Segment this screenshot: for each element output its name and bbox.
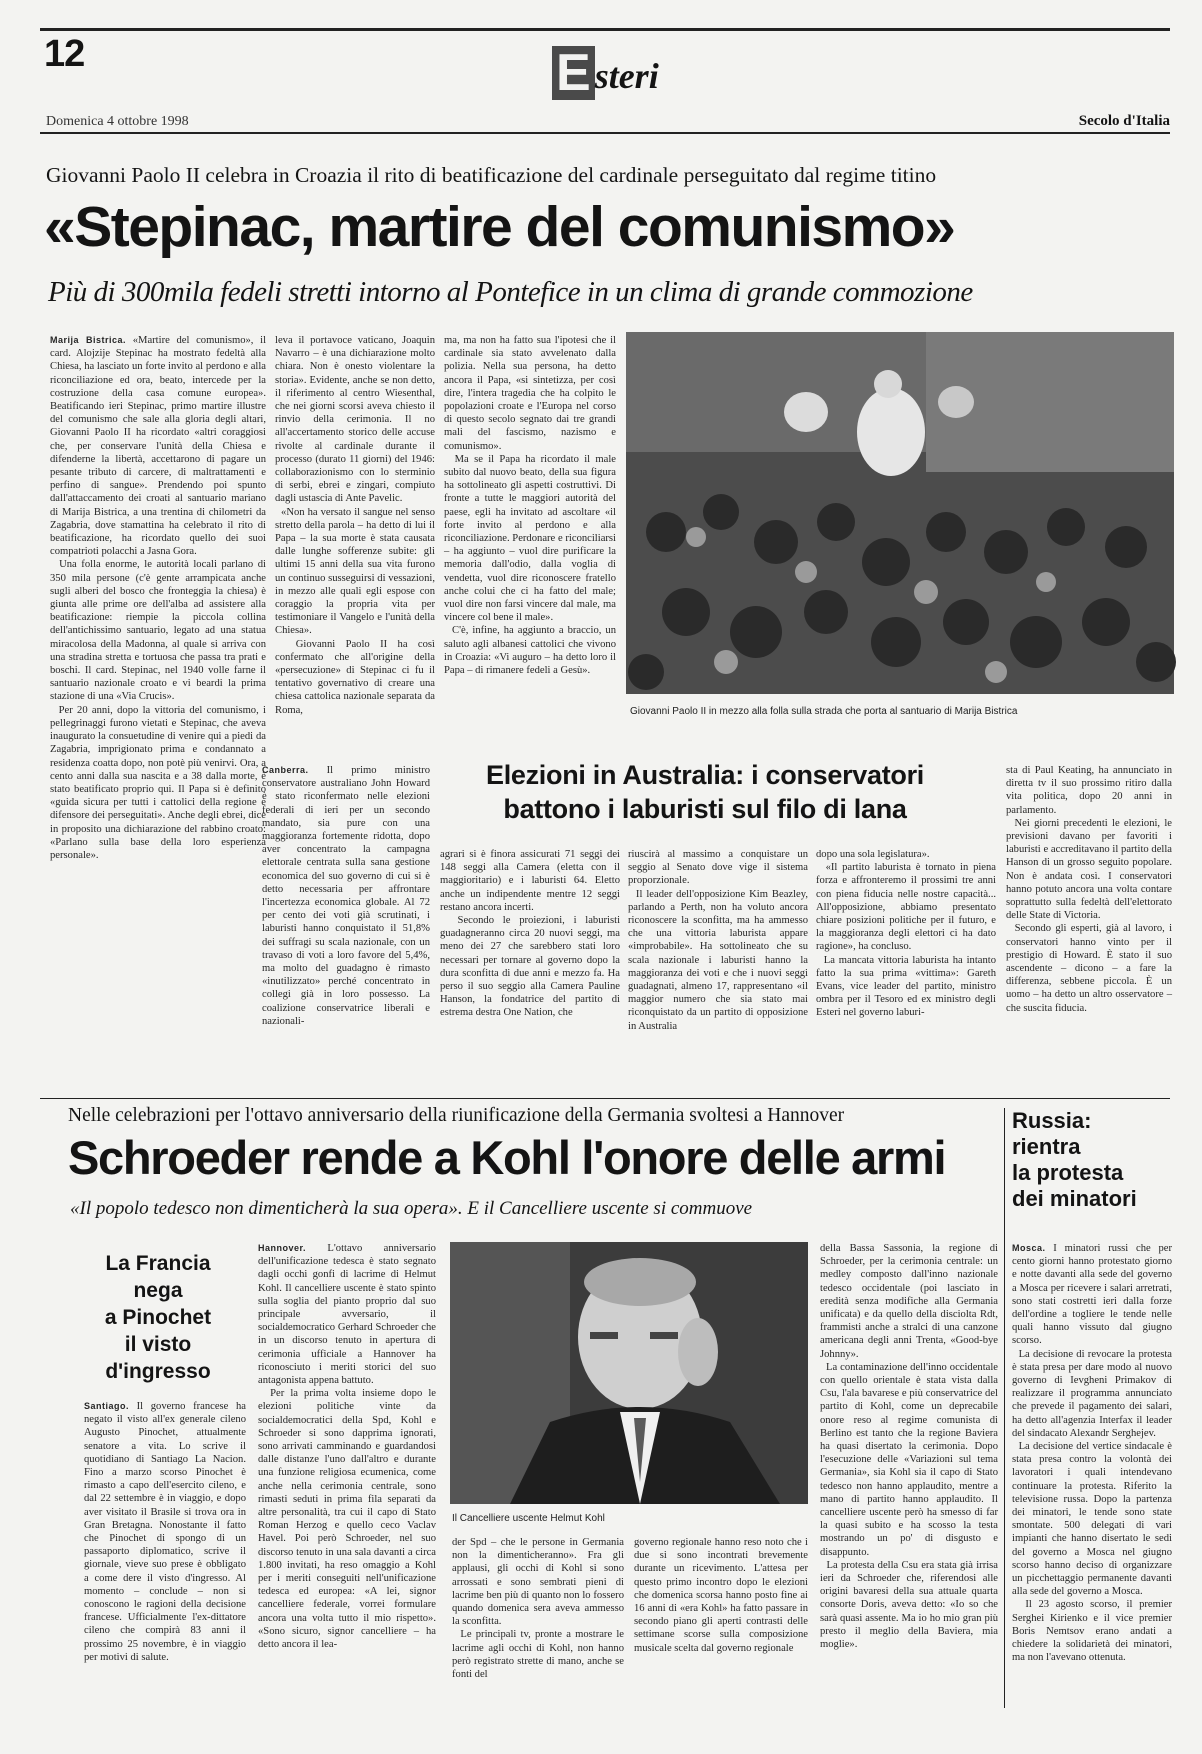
- stepinac-col3b-text: Ma se il Papa ha ricordato il male subito dal nuovo beato, della sua figura ha sottolineato gli aspetti costruttivi. Di fronte a tutte le maggiori autorità del paese, egli ha invitato ad ascoltare «il forte invito al perdono e alla riconciliazione. Perdonare e riconciliarsi – ha aggiunto – vuol dire purificare la memoria dall'odio, dalla voglia di vendetta, vuol dire riconoscere fratello anche colui che ci ha fatto del male; vuol dire non farsi vincere dal male, ma vincere col bene il male».: [444, 453, 616, 624]
- australia-col1-text: Il primo ministro conservatore australiano John Howard è stato riconfermato nelle elezioni federali di ieri per un secondo mandato, sia pure con una maggioranza fortemente ridotta, dopo aver concentrato la campagna elettorale centrata sulla sana gestione economica del suo governo di cui si è detto necessaria per affrontare l'incertezza economica globale. Al 72 per cento dei voti già scrutinati, i laburisti hanno conquistato il 51,8% dei suffragi su scala nazionale, con un travaso di voti a loro favore del 5,4%, ma molto del guadagno è rimasto «inutilizzato» perché concentrato in collegi già in loro possesso. La coalizione conservatrice liberali e nazionali-: [262, 765, 430, 1027]
- schroeder-col-4: [820, 1242, 998, 1708]
- francia-headline-line3: a Pinochet: [104, 1306, 212, 1329]
- schroeder-col2-text: der Spd – che le persone in Germania non la dimenticheranno». Fra gli applausi, gli occhi di Kohl si sono arrossati e sono sembrati pieni di lacrime ben più di quanto non lo fossero quando domenica sera aveva ammesso la sconfitta.: [452, 1537, 624, 1628]
- russia-headline-line3: la protesta: [1012, 1160, 1124, 1185]
- australia-col3-text: riuscirà al massimo a conquistare un seggio al Senato dove vige il sistema proporzionale.: [628, 849, 808, 887]
- issue-date: Domenica 4 ottobre 1998: [46, 114, 189, 129]
- russia-col1c-text: La decisione del vertice sindacale è stata presa contro la volontà dei lavoratori i quali intendevano continuare la protesta. Riferito la televisione russa. Dopo la partenza dei minatori, le tende sono state smontate. 500 delegati di vari impianti che hanno disertato le sedi del governo a Mosca nel giugno scorso hanno deciso di organizzare un picchettaggio permanente davanti alla sede del governo a Mosca.: [1012, 1441, 1173, 1598]
- schroeder-col4c-text: La protesta della Csu era stata già irrisa ieri da Schroeder che, riferendosi alle origini bavaresi della sua attuale quarta consorte Doris, aveva detto: «Io so che sarà quasi assente. Ma io ho mio gran più presto il meglio della Baviera, mia moglie».: [820, 1559, 999, 1651]
- section-title: [552, 46, 659, 104]
- page-number: 12: [44, 33, 85, 75]
- australia-col4c-text: La mancata vittoria laburista ha intanto fatto la sua prima «vittima»: Gareth Evans, vice leader del partito, ministro ombra per il Tesoro ed ex ministro degli Esteri nel governo laburi-: [816, 954, 997, 1019]
- paper-name: Secolo d'Italia: [1078, 113, 1170, 129]
- section-initial: E: [552, 46, 595, 100]
- stepinac-kicker: Giovanni Paolo II celebra in Croazia il rito di beatificazione del cardinale perseguitato dal regime titino: [46, 163, 937, 187]
- schroeder-col-3: [634, 1536, 808, 1708]
- schroeder-headline: Schroeder rende a Kohl l'onore delle armi: [68, 1131, 946, 1184]
- francia-col1-text: Il governo francese ha negato il visto all'ex generale cileno Augusto Pinochet, attualmente senatore a vita. Lo scrive il quotidiano di Santiago La Nacion. Fino a marzo scorso Pinochet è rimasto a capo dell'esercito cileno, e dal 22 settembre è in viaggio, e dopo aver visitato il Brasile si trova ora in Gran Bretagna. Nonostante il fatto che Pinochet di spongo di un passaporto diplomatico, scrive il giornale, vieve suo prese è obbligato a come dere il visto d'ingresso. Al momento – conclude – non si conoscono le ragioni della decisione francese. Ufficialmente l'ex-dittatore cileno che compirà 83 anni il prossimo 25 novembre, è in viaggio per motivi di salute.: [84, 1401, 246, 1663]
- australia-headline-line1: Elezioni in Australia: i conservatori: [485, 760, 924, 790]
- australia-col-1: [262, 764, 430, 1070]
- russia-divider: [1004, 1108, 1005, 1708]
- schroeder-col2b-text: Le principali tv, pronte a mostrare le lacrime agli occhi di Kohl, non hanno però registrato strette di mano, anche se fonti del: [452, 1629, 624, 1681]
- schroeder-col4-text: della Bassa Sassonia, la regione di Schroeder, per la cerimonia centrale: un medley composto dall'inno nazionale tedesco occidentale (poi lasciato in eredità senza modifiche alla Germania unificata) e da quello della disciolta Rdt, frammisti anche a stralci di una canzone americana degli anni Trenta, «Good-bye Johnny».: [820, 1243, 998, 1360]
- francia-col-1: [84, 1400, 246, 1700]
- australia-col4-text: dopo una sola legislatura».: [816, 849, 930, 860]
- section-rest: steri: [594, 56, 659, 96]
- australia-col5b-text: Nei giorni precedenti le elezioni, le previsioni davano per favoriti i laburisti e accreditavano il partito della Hanson di un grosso seguito popolare. Non è andata così. I conservatori hanno potuto ancora una volta contare soprattutto sulla fedeltà dell'elettorato delle State di Victoria.: [1006, 817, 1172, 922]
- stepinac-dateline: Marija Bistrica.: [50, 335, 127, 345]
- schroeder-col-1: [258, 1242, 436, 1708]
- russia-headline-line1: Russia:: [1012, 1108, 1092, 1133]
- stepinac-col2b-text: «Non ha versato il sangue nel senso stretto della parola – ha detto di lui il Papa – la sua morte è stata causata dalle lunghe sofferenze subite: gli ultimi 15 anni della sua vita furono un continuo susseguirsi di vessazioni, in mezzo alle quali egli espose con coraggio la propria vita per testimoniare il Vangelo e l'unità della Chiesa».: [275, 506, 436, 637]
- stepinac-col2c-text: Giovanni Paolo II ha così confermato che all'origine della «persecuzione» di Stepinac ci fu il tentativo governativo di creare una chiesa cattolica nazionale separata da Roma,: [275, 638, 435, 716]
- australia-headline: [440, 758, 970, 826]
- schroeder-col1b-text: Per la prima volta insieme dopo le elezioni politiche vinte da socialdemocratici della Spd, Kohl e Schroeder si sono dapprima ignorati, sono arrivati camminando e guardandosi dalle distanze l'uno dall'altro e durante una funzione religiosa ecumenica, come anche nella cerimonia centrale, sono rimasti seduti in prima fila separati da altre personalità, tra cui il capo di Stato Roman Herzog e quello ceco Vaclav Havel. Poi però Schroeder, nel suo discorso tenuto in una sala davanti a circa 1.800 invitati, ha reso omaggio a Kohl per i meriti conseguiti nell'unificazione tedesca ed europea: «A lei, signor cancelliere federale, vorrei formulare ancora una volta tutto il mio rispetto». «Sono sicuro, signor cancelliere – ha detto ancora il lea-: [258, 1388, 436, 1651]
- schroeder-col3-text: governo regionale hanno reso noto che i due si sono incontrati brevemente durante un ricevimento. L'attesa per questo primo incontro dopo le elezioni che domenica scorsa hanno posto fine ai 16 anni di «era Kohl» ha fatto passare in secondo piano gli aperti contrasti delle settimane scorse sulla composizione musicale scelta dal governo regionale: [634, 1537, 808, 1654]
- kohl-image: [450, 1242, 808, 1504]
- australia-headline-line2: battono i laburisti sul filo di lana: [503, 794, 907, 824]
- russia-headline-line4: dei minatori: [1012, 1186, 1137, 1211]
- schroeder-dateline: Hannover.: [258, 1243, 307, 1253]
- russia-headline-line2: rientra: [1012, 1134, 1081, 1159]
- stepinac-col-1: [50, 334, 267, 861]
- australia-col4b-text: «Il partito laburista è tornato in piena forza e affronteremo il prossimi tre anni con piena fiducia nelle nostre capacità... All'opposizione, abbiamo presentato chiare posizioni politiche per il futuro, e la maggioranza degli elettori ci ha dato ragione», ha concluso.: [816, 862, 997, 953]
- schroeder-kicker: Nelle celebrazioni per l'ottavo anniversario della riunificazione della Germania svoltesi a Hannover: [68, 1105, 845, 1126]
- francia-headline: [80, 1250, 236, 1385]
- francia-headline-line1: La Francia: [105, 1252, 211, 1275]
- australia-col2b-text: Secondo le proiezioni, i laburisti guadagneranno circa 20 nuovi seggi, ma meno dei 27 che sarebbero stati loro necessari per tornare al governo dopo la dura sconfitta di due anni e mezzo fa. Ha perso il suo seggio alla Camera Pauline Hanson, la fondatrice del partito di estrema destra One Nation, che: [440, 915, 621, 1019]
- australia-col-5: [1006, 764, 1172, 1070]
- francia-dateline: Santiago.: [84, 1401, 130, 1411]
- australia-col5c-text: Secondo gli esperti, già al lavoro, i conservatori hanno vinto per il prestigio di Howard. È stato il suo ascendente – dicono – a fare la differenza, sebbene piccola. È un uomo – ha detto un altro osservatore – che suscita fiducia.: [1006, 923, 1173, 1014]
- pope-crowd-image: [626, 332, 1174, 694]
- francia-headline-line4: il visto: [124, 1333, 192, 1356]
- russia-col1d-text: Il 23 agosto scorso, il premier Serghei Kirienko e il vice premier Boris Nemtsov erano andati a chiedere la solidarietà dei minatori, ma non l'avevano ottenuta.: [1012, 1599, 1173, 1664]
- stepinac-headline: «Stepinac, martire del comunismo»: [44, 195, 955, 259]
- australia-col2-text: agrari si è finora assicurati 71 seggi dei 148 seggi alla Camera (eletta con il maggioritario) e i laburisti 64. Eletto anche un indipendente mentre 12 seggi restano ancora incerti.: [440, 849, 620, 913]
- stepinac-col-2: [275, 334, 435, 718]
- australia-col3b-text: Il leader dell'opposizione Kim Beazley, parlando a Perth, non ha voluto ancora riconoscere la sconfitta, ma ha ammesso che una vittoria laburista appare «improbabile». Ha sottolineato che su scala nazionale i laburisti hanno la maggioranza dei voti e che i nuovi seggi guadagnati, almeno 17, rappresentano «il maggior numero che sia stato mai riconquistato da un partito di opposizione in Australia: [628, 888, 808, 1032]
- stepinac-col3-text: ma, ma non ha fatto sua l'ipotesi che il cardinale sia stato avvelenato dalla polizia. Nella sua persona, ha detto ancora il Papa, «si sintetizza, per così dire, l'intera tragedia che ha colpito le popolazioni croate e l'Europa nel corso di questo secolo segnato dai tre grandi mali del fascismo, nazismo e comunismo».: [444, 335, 616, 452]
- kohl-photo-caption: Il Cancelliere uscente Helmut Kohl: [452, 1513, 605, 1524]
- kohl-photo: [450, 1242, 808, 1504]
- australia-col5-text: sta di Paul Keating, ha annunciato in diretta tv il suo prossimo ritiro dalla vita politica, dopo 20 anni in parlamento.: [1006, 765, 1172, 816]
- schroeder-col4b-text: La contaminazione dell'inno occidentale con quello orientale è stata vista dalla Csu, l'ala bavarese e più conservatrice del partito di Kohl, come un deprecabile onore reso al regime comunista di Berlino est tanto che la regione Baviera ha quasi disertato la cerimonia. Dopo l'esecuzione delle «Variazioni sul tema Germania», sia Kohl sia il capo di Stato tedesco non hanno applaudito, mentre a mano di partito hanno applaudito. Il cancelliere uscente però ha smesso di far la quasi subito e ha scosso la testa mostrando un po' di disgusto e disappunto.: [820, 1361, 999, 1558]
- pope-photo-caption: Giovanni Paolo II in mezzo alla folla sulla strada che porta al santuario di Marija Bistrica: [630, 706, 1018, 717]
- australia-col-4: [816, 848, 996, 1070]
- australia-dateline: Canberra.: [262, 765, 309, 775]
- russia-col1b-text: La decisione di revocare la protesta è stata presa per dare modo al nuovo governo di Ievgheni Primakov di realizzare il programma annunciato che prevede il pagamento dei salari, ha detto all'agenzia Interfax il leader del sindacato Alexandr Serghejev.: [1012, 1348, 1172, 1439]
- stepinac-col2-text: leva il portavoce vaticano, Joaquin Navarro – è una dichiarazione molto chiara. Non è onesto violentare la storia». Evidente, anche se non detto, il riferimento al centro Wiesenthal, che nei giorni scorsi aveva chiesto il rinvio della cerimonia. Il no all'accertamento storico delle accuse rivolte al cardinale durante il processo (durato 11 giorni) del 1946: collaborazionismo con lo sterminio di serbi, ebrei e zingari, compiuto dagli ustascia di Ante Pavelic.: [275, 335, 435, 505]
- francia-headline-line5: d'ingresso: [105, 1360, 211, 1383]
- stepinac-col1c-text: Per 20 anni, dopo la vittoria del comunismo, i pellegrinaggi furono vietati e Stepinac, che aveva inaugurato la consuetudine di venire qui a piedi da Zagabria, imprigionato prima e condannato a residenza coatta dopo, non potè più venirvi. Ora, a cento anni dalla sua nascita e a 38 dalla morte, è stato beatificato proprio qui. Il Papa si è definito «guida sicura per tutti i cattolici della regione e difensore dei perseguitati». Anche degli ebrei, dice in proposito una dichiarazione del rabbino croato: «Parlano sulla base della loro esperienza personale».: [50, 704, 266, 861]
- stepinac-subhead: Più di 300mila fedeli stretti intorno al Pontefice in un clima di grande commozione: [48, 276, 973, 308]
- schroeder-top-rule: [40, 1098, 1170, 1099]
- francia-headline-line2: nega: [133, 1279, 183, 1302]
- stepinac-col1b-text: Una folla enorme, le autorità locali parlano di 350 mila persone (c'è gente arrampicata anche sugli alberi del bosco che fronteggia la chiesa) è giunta alle prime ore dell'alba ad assistere alla beatificazione: riempie la piccola collina dell'antichissimo santuario, legato ad una statua miracolosa della Madonna, al quale si arriva con una stradina stretta e tortuosa che passa tra prati e boschi. Il card. Stepinac, nel 1940 volle farne il santuario nazionale croato e vi beardi la prima stazione di una «Via Crucis».: [50, 559, 266, 703]
- top-rule: [40, 28, 1170, 31]
- russia-col-1: [1012, 1242, 1172, 1708]
- stepinac-col3c-text: C'è, infine, ha aggiunto a braccio, un saluto agli albanesi cattolici che vivono in Croazia: «Vi auguro – ha detto loro il Papa – di rimanere fedeli a Gesù».: [444, 625, 616, 677]
- australia-col-3: [628, 848, 808, 1070]
- schroeder-subhead: «Il popolo tedesco non dimenticherà la sua opera». E il Cancelliere uscente si commuove: [70, 1198, 753, 1219]
- russia-col1-text: I minatori russi che per cento giorni hanno protestato giorno e notte davanti alla sede del governo a Mosca per ricevere i salari arretrati, sono stati costretti ieri dalla forze dell'ordine a togliere le tende nelle quali hanno vissuto dal giugno scorso.: [1012, 1243, 1172, 1347]
- australia-col-2: [440, 848, 620, 1070]
- russia-headline: [1012, 1108, 1172, 1212]
- stepinac-col1-text: «Martire del comunismo», il card. Alojzije Stepinac ha mostrato fedeltà alla Chiesa, ha lasciato un forte invito al perdono e alla riconciliazione ed ora, beato, intercede per la costruzione della casa comune europea». Beatificando ieri Stepinac, primo martire illustre del comunismo che sale alla gloria degli altari, Giovanni Paolo II ha ricordato «altri coraggiosi che, per conservare l'unità della Chiesa e difenderne la libertà, accettarono di pagare un pesante tributo di carcere, di maltrattamenti e perfino di sangue». Prendendo poi spunto dall'attaccamento dei croati al santuario mariano di Marija Bistrica, a una trentina di chilometri da Zagabria, dove stamattina ha celebrato il rito di beatificazione, ha ricordato quello dei suoi compatrioti polacchi a Jasna Gora.: [50, 335, 267, 558]
- pope-crowd-photo: [626, 332, 1174, 694]
- stepinac-col-3: [444, 334, 616, 718]
- schroeder-col1-text: L'ottavo anniversario dell'unificazione tedesca è stato segnato dagli occhi gonfi di lacrime di Helmut Kohl. Il cancelliere uscente è stato spinto sulla soglia del pianto proprio dal suo principale avversario, il socialdemocratico Gerhard Schroeder che in un discorso tenuto in apertura di cerimonia ufficiale a Hannover ha riconosciuto i meriti storici del suo antagonista appena battuto.: [258, 1243, 436, 1387]
- russia-dateline: Mosca.: [1012, 1243, 1046, 1253]
- schroeder-col-2: [452, 1536, 624, 1708]
- masthead-rule: [40, 132, 1170, 134]
